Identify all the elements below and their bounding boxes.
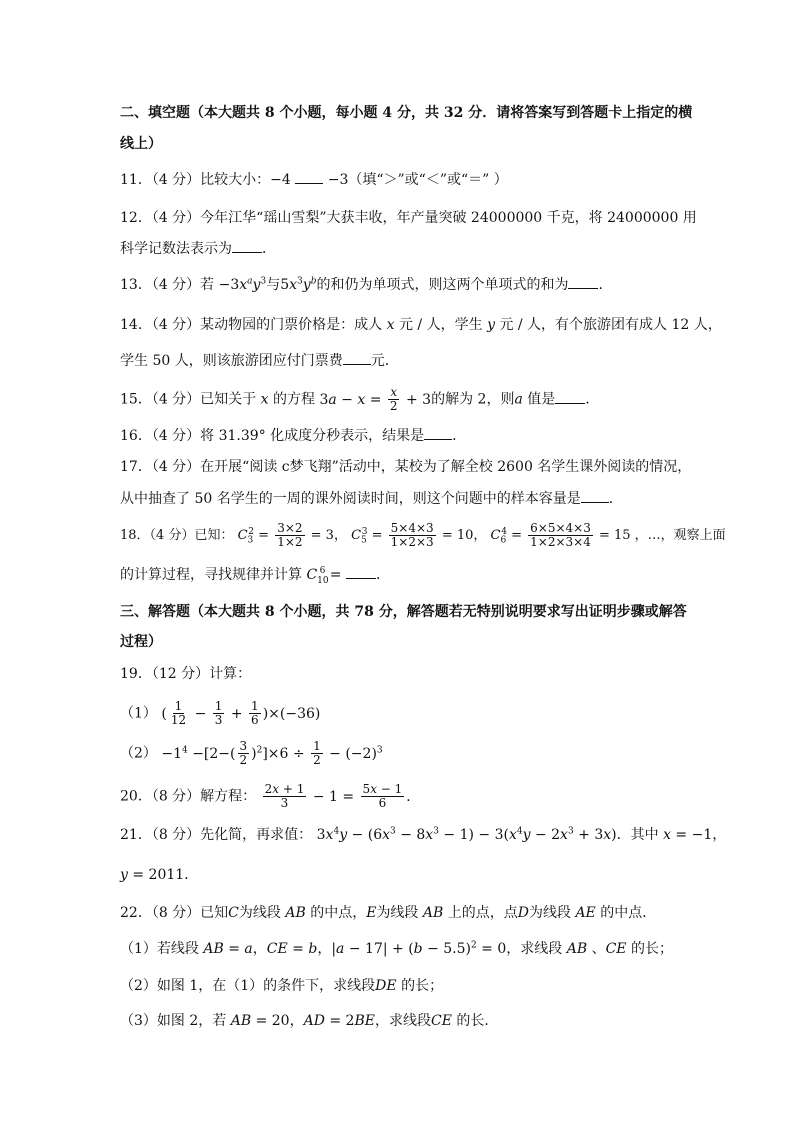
q22-part1-text-c: 的长； (630, 941, 673, 957)
math-expression: $-3x^ay^3$与$5x^3y^b$ (218, 276, 317, 293)
answer-blank (346, 566, 376, 579)
q12-text-a: 12．（4 分）今年江华“瑶山雪梨”大获丰收，年产量突破 24000000 千克，将 24000000 用 (120, 210, 697, 226)
q17-text-c: ． (608, 491, 623, 507)
question-17-line2 (120, 490, 623, 508)
q22-text-a4: 为线段 (376, 905, 419, 921)
section-3-title-text2: 过程） (120, 634, 162, 650)
q14-text-e: 元． (370, 353, 399, 369)
question-22-part3: （3）如图 2，若 AB = 20，AD = 2BE，求线段CE 的长． (120, 1013, 499, 1029)
question-15: 15．（4 分）已知关于 x 的方程 3a − x = $\frac{x}{2}$ + 3的解为 2，则a 值是 ． (120, 385, 600, 413)
q20-text-a: 20．（8 分）解方程： (120, 788, 257, 805)
math-expression: ( $\frac{1}{12}$ − $\frac{1}{3}$ + $\frac{1}{6}$ )×(−36) (161, 699, 321, 727)
q21-text-c: ． (184, 867, 199, 883)
question-14: 14．（4 分）某动物园的门票价格是：成人 x 元 / 人，学生 y 元 / 人，有个旅游团有成人 12 人， (120, 317, 722, 333)
q18-text-c: 的计算过程，寻找规律并计算 (120, 567, 302, 583)
q17-text-b: 从中抽查了 50 名学生的一周的课外阅读时间，则这个问题中的样本容量是 (120, 491, 581, 507)
q13-text-a: 13．（4 分）若 (120, 277, 215, 293)
section-2-title-line2 (120, 135, 162, 153)
q22-part2-text: （2）如图 1，在（1）的条件下，求线段 (120, 978, 376, 994)
q22-text-a6: 为线段 (528, 905, 571, 921)
math-expression: y = 2011 (120, 867, 185, 883)
section-2-title (120, 104, 692, 122)
q22-text-a3: 的中点， (310, 905, 367, 921)
question-13 (120, 276, 612, 294)
q11-text-b: −3（填“＞”或“＜”或“＝” ） (327, 172, 508, 188)
math-expression: $C_3^2$ = $\frac{3\times 2}{1\times 2}$ = 3， $C_5^3$ = $\frac{5\times 4\times 3}{1\times 2\times 3}$ = 10， $C_6^4$ = $\frac{6\times 5\times 4\times 3}{1\times 2\times 3\times 4}$ = 15 (237, 521, 635, 549)
q16-text-b: ． (452, 428, 467, 444)
q13-text-b: 的和仍为单项式，则这两个单项式的和为 (316, 277, 569, 293)
answer-blank (581, 490, 609, 503)
question-19 (120, 665, 251, 683)
question-12-line2 (120, 240, 276, 258)
q22-part3-text-c: 的长． (456, 1013, 499, 1029)
q21-text-a: 21．（8 分）先化简，再求值： (120, 827, 313, 843)
question-22-part2: （2）如图 1，在（1）的条件下，求线段DE 的长； (120, 978, 444, 994)
section-2-title-text2: 线上） (120, 136, 162, 152)
section-3-title (120, 603, 687, 621)
math-expression: $3x^4y - (6x^3 - 8x^3 - 1) - 3(x^4y - 2x^3 + 3x)$ (316, 826, 617, 843)
question-20 (120, 783, 420, 810)
answer-blank (424, 427, 452, 440)
question-22: 22．（8 分）已知C为线段 AB 的中点，E为线段 AB 上的点，点D为线段 AE 的中点． (120, 905, 657, 921)
answer-blank (568, 276, 598, 289)
q17-text-a: 17．（4 分）在开展“阅读 c梦飞翔”活动中，某校为了解全校 2600 名学生课外阅读的情况， (120, 459, 692, 475)
question-21 (120, 826, 726, 844)
q22-part3-text-b: ，求线段 (374, 1013, 431, 1029)
answer-blank (555, 391, 585, 404)
q19-part1-label: （1） (120, 705, 157, 722)
q15-text-b: 的方程 (272, 391, 315, 408)
question-14-line2 (120, 352, 399, 370)
math-expression: AB = 20，AD = 2BE (230, 1013, 375, 1029)
q13-text-c: ． (598, 277, 613, 293)
section-2-title-line1: 二、填空题（本大题共 8 个小题，每小题 4 分，共 32 分．请将答案写到答题卡上指定的横 (120, 105, 693, 121)
q22-part1-text: （1）若线段 (120, 941, 199, 957)
q15-text-d: 值是 (527, 391, 556, 408)
math-expression: $C_{10}^6$ = (306, 566, 346, 586)
section-3-title-line2 (120, 633, 162, 651)
question-22-part1: （1）若线段 AB = a，CE = b，$|a - 17| + (b - 5.5)^2 = 0$，求线段 AB 、CE 的长； (120, 940, 673, 957)
q21-text-b: ．其中 (616, 827, 659, 843)
q14-text-a: 14．（4 分）某动物园的门票价格是：成人 (120, 317, 383, 333)
q22-part2-text-b: 的长； (401, 978, 444, 994)
q22-part1-text-b: ，求线段 (506, 941, 563, 957)
q22-text-a5: 上的点，点 (447, 905, 518, 921)
math-expression: AB = a，CE = b，$|a - 17| + (b - 5.5)^2 = 0$ (203, 940, 507, 957)
q22-text-a: 22．（8 分）已知 (120, 905, 229, 921)
section-3-title-line1: 三、解答题（本大题共 8 个小题，共 78 分，解答题若无特别说明要求写出证明步骤或解答 (120, 604, 687, 620)
q15-text-a: 15．（4 分）已知关于 (120, 391, 257, 408)
q18-text-b: ，…，观察上面 (634, 528, 726, 543)
q11-text-a: 11．（4 分）比较大小：−4 (120, 172, 291, 188)
question-19-part2 (120, 740, 383, 767)
question-17 (120, 458, 691, 476)
q19-text-a: 19．（12 分）计算： (120, 666, 252, 682)
q22-part3-text: （3）如图 2，若 (120, 1013, 227, 1029)
q19-part2-label: （2） (120, 745, 157, 762)
q14-text-b: 元 / 人，学生 (398, 317, 483, 333)
math-expression: 3a − x = $\frac{x}{2}$ + 3 (319, 385, 432, 413)
answer-blank (295, 171, 323, 184)
math-expression: $\frac{2x + 1}{3}$ − 1 = $\frac{5x - 1}{6}$ ． (264, 782, 421, 810)
math-expression: $-1^4 -[2-$( $\frac{3}{2}$ )$^2$]×6 ÷ $\frac{1}{2}$ − $(-2)^3$ (161, 739, 383, 767)
q12-text-b: 科学记数法表示为 (120, 241, 232, 257)
question-18 (120, 522, 726, 549)
q14-text-d: 学生 50 人，则该旅游团应付门票费 (120, 353, 343, 369)
answer-blank (232, 240, 262, 253)
math-expression: x = −1 (663, 827, 713, 843)
question-21-line2 (120, 866, 198, 884)
comma: ， (712, 827, 727, 843)
question-18-line2 (120, 566, 390, 584)
answer-blank (343, 352, 371, 365)
q12-text-c: ． (262, 241, 276, 257)
q22-text-a7: 的中点． (600, 905, 657, 921)
question-11 (120, 171, 508, 189)
question-19-part1 (120, 700, 320, 727)
question-16 (120, 427, 466, 445)
q14-text-c: 元 / 人，有个旅游团有成人 12 人， (499, 317, 722, 333)
q15-text-c: 的解为 2，则 (431, 391, 515, 408)
q15-text-e: ． (585, 391, 600, 408)
q18-text-a: 18．（4 分）已知： (120, 528, 234, 543)
question-12 (120, 209, 697, 227)
q22-text-a2: 为线段 (238, 905, 281, 921)
q16-text-a: 16．（4 分）将 31.39° 化成度分秒表示，结果是 (120, 428, 425, 444)
q18-text-d: ． (376, 567, 390, 583)
